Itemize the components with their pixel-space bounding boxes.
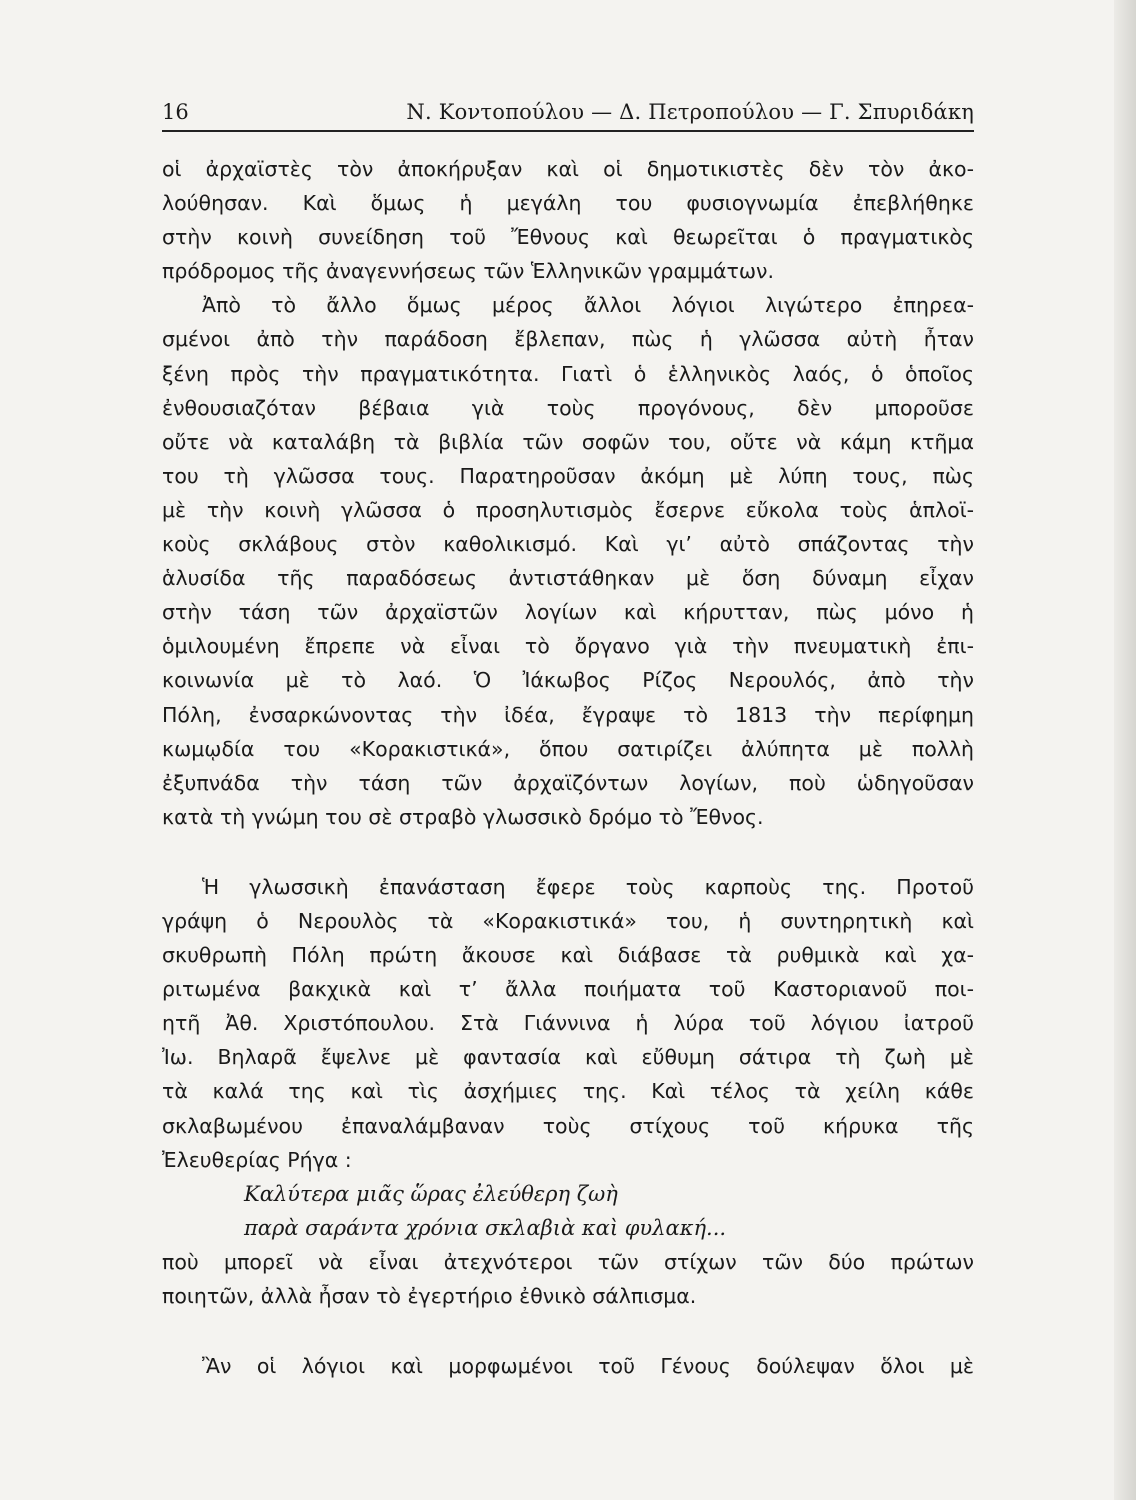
text-line: ποιητῶν, ἀλλὰ ἦσαν τὸ ἐγερτήριο ἐθνικὸ σάλπισμα. (162, 1283, 697, 1308)
text-line: ξένη πρὸς τὴν πραγματικότητα. Γιατὶ ὁ ἑλληνικὸς λαός, ὁ ὁποῖος (162, 361, 974, 386)
paragraph-gap (162, 834, 974, 870)
text-line: ὁμιλουμένη ἔπρεπε νὰ εἶναι τὸ ὄργανο γιὰ τὴν πνευματικὴ ἐπι- (162, 634, 974, 659)
text-line: Πόλη, ἐνσαρκώνοντας τὴν ἰδέα, ἔγραψε τὸ 1813 τὴν περίφημη (162, 702, 974, 727)
verse-line: παρὰ σαράντα χρόνια σκλαβιὰ καὶ φυλακή... (244, 1215, 727, 1240)
text-line: ἐνθουσιαζόταν βέβαια γιὰ τοὺς προγόνους, δὲν μποροῦσε (162, 395, 974, 420)
page-edge-shadow (1114, 0, 1136, 1500)
text-line: Ἐλευθερίας Ρήγα : (162, 1147, 352, 1172)
body-text (162, 152, 974, 1383)
text-line: ἐξυπνάδα τὴν τάση τῶν ἀρχαϊζόντων λογίων, ποὺ ὡδηγοῦσαν (162, 770, 974, 795)
page-number: 16 (162, 100, 189, 124)
text-line: Ἡ γλωσσικὴ ἐπανάσταση ἔφερε τοὺς καρποὺς της. Προτοῦ (202, 874, 974, 899)
text-line: κατὰ τὴ γνώμη του σὲ στραβὸ γλωσσικὸ δρόμο τὸ Ἔθνος. (162, 804, 764, 829)
running-title: Ν. Κοντοπούλου — Δ. Πετροπούλου — Γ. Σπυριδάκη (406, 100, 974, 124)
verse-line: Καλύτερα μιᾶς ὥρας ἐλεύθερη ζωὴ (244, 1181, 618, 1206)
text-line: οὔτε νὰ καταλάβη τὰ βιβλία τῶν σοφῶν του, οὔτε νὰ κάμη κτῆμα (162, 429, 974, 454)
text-line: στὴν κοινὴ συνείδηση τοῦ Ἔθνους καὶ θεωρεῖται ὁ πραγματικὸς (162, 225, 974, 250)
text-line: ητῆ Ἀθ. Χριστόπουλου. Στὰ Γιάννινα ἡ λύρα τοῦ λόγιου ἰατροῦ (162, 1011, 974, 1036)
text-line: τὰ καλά της καὶ τὶς ἀσχήμιες της. Καὶ τέλος τὰ χείλη κάθε (162, 1079, 974, 1104)
paragraph-gap (162, 1313, 974, 1349)
text-line: κωμῳδία του «Κορακιστικά», ὅπου σατιρίζει ἀλύπητα μὲ πολλὴ (162, 736, 974, 761)
text-line: σκλαβωμένου ἐπαναλάμβαναν τοὺς στίχους τοῦ κήρυκα τῆς (162, 1113, 974, 1138)
text-line: Ἀπὸ τὸ ἄλλο ὅμως μέρος ἄλλοι λόγιοι λιγώτερο ἐπηρεα- (202, 293, 974, 318)
text-line: σκυθρωπὴ Πόλη πρώτη ἄκουσε καὶ διάβασε τὰ ρυθμικὰ καὶ χα- (162, 943, 974, 968)
text-line: Ἰω. Βηλαρᾶ ἔψελνε μὲ φαντασία καὶ εὔθυμη σάτιρα τὴ ζωὴ μὲ (162, 1045, 974, 1070)
text-line: του τὴ γλῶσσα τους. Παρατηροῦσαν ἀκόμη μὲ λύπη τους, πὼς (162, 463, 974, 488)
text-line: οἱ ἀρχαϊστὲς τὸν ἀποκήρυξαν καὶ οἱ δημοτικιστὲς δὲν τὸν ἀκο- (162, 157, 974, 181)
text-line: ἁλυσίδα τῆς παραδόσεως ἀντιστάθηκαν μὲ ὅση δύναμη εἶχαν (162, 566, 974, 591)
text-line: μὲ τὴν κοινὴ γλῶσσα ὁ προσηλυτισμὸς ἔσερνε εὔκολα τοὺς ἁπλοϊ- (162, 497, 974, 522)
text-line: σμένοι ἀπὸ τὴν παράδοση ἔβλεπαν, πὼς ἡ γλῶσσα αὐτὴ ἦταν (162, 327, 974, 352)
text-line: στὴν τάση τῶν ἀρχαϊστῶν λογίων καὶ κήρυτταν, πὼς μόνο ἡ (162, 600, 974, 625)
text-line: κοὺς σκλάβους στὸν καθολικισμό. Καὶ γι’ αὐτὸ σπάζοντας τὴν (162, 532, 974, 557)
text-line: κοινωνία μὲ τὸ λαό. Ὁ Ἰάκωβος Ρίζος Νερουλός, ἀπὸ τὴν (162, 668, 974, 693)
text-line: πρόδρομος τῆς ἀναγεννήσεως τῶν Ἑλληνικῶν γραμμάτων. (162, 259, 775, 284)
text-line: γράψη ὁ Νερουλὸς τὰ «Κορακιστικά» του, ἡ συντηρητικὴ καὶ (162, 908, 974, 933)
text-line: ποὺ μπορεῖ νὰ εἶναι ἀτεχνότεροι τῶν στίχων τῶν δύο πρώτων (162, 1249, 974, 1274)
text-line: λούθησαν. Καὶ ὅμως ἡ μεγάλη του φυσιογνωμία ἐπεβλήθηκε (162, 191, 974, 216)
text-line: ριτωμένα βακχικὰ καὶ τ’ ἄλλα ποιήματα τοῦ Καστοριανοῦ ποι- (162, 977, 974, 1002)
text-line: Ἂν οἱ λόγιοι καὶ μορφωμένοι τοῦ Γένους δούλεψαν ὅλοι μὲ (202, 1353, 974, 1378)
page-header (162, 100, 974, 132)
